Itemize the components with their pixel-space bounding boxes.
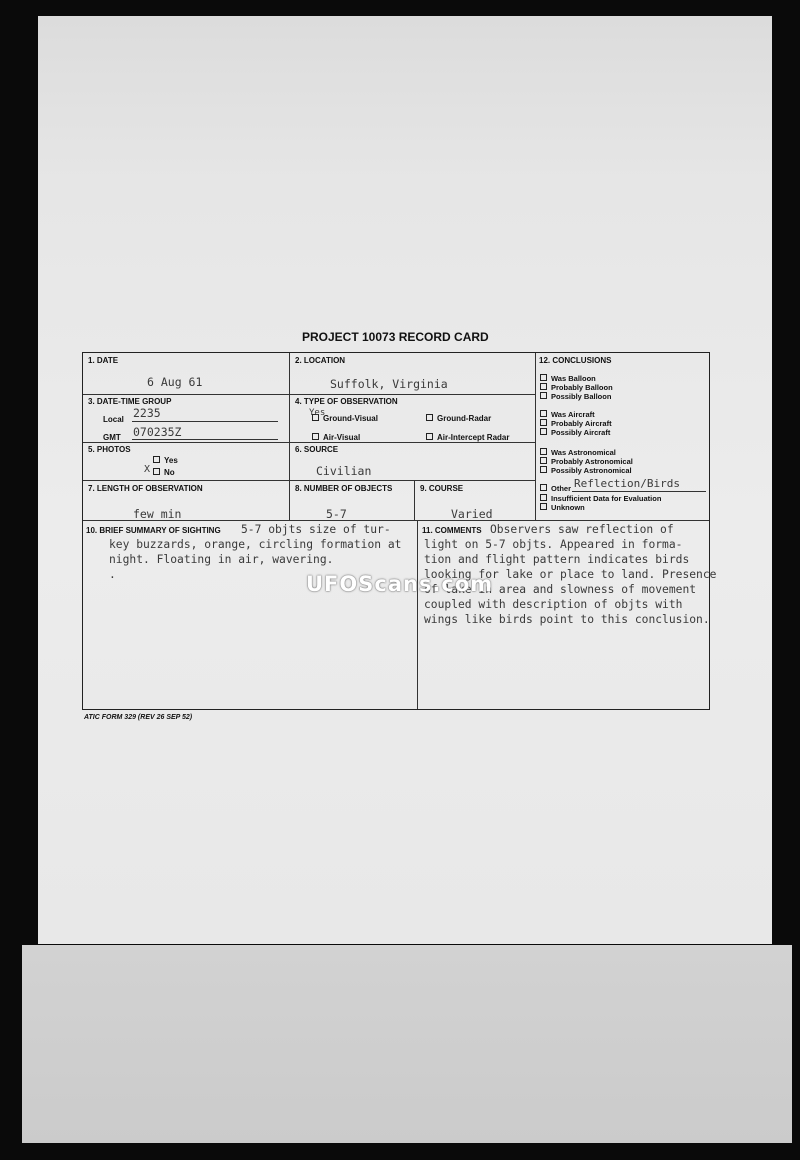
date-label: 1. DATE bbox=[88, 356, 119, 365]
ground-radar-checkbox bbox=[426, 414, 433, 421]
watermark: UFOScans.com bbox=[306, 572, 494, 596]
checkbox-icon bbox=[540, 383, 547, 390]
date-value: 6 Aug 61 bbox=[147, 375, 203, 389]
source-value: Civilian bbox=[316, 464, 372, 478]
brief-summary-cell bbox=[83, 521, 418, 709]
local-value: 2235 bbox=[133, 406, 161, 420]
location-cell bbox=[290, 353, 536, 395]
source-cell bbox=[290, 443, 536, 481]
gmt-value: 070235Z bbox=[133, 425, 182, 439]
date-time-group-cell bbox=[83, 395, 290, 443]
air-intercept-radar-checkbox bbox=[426, 433, 433, 440]
gmt-underline bbox=[132, 439, 278, 440]
checkbox-icon bbox=[540, 466, 547, 473]
air-intercept-radar-option: Air-Intercept Radar bbox=[426, 433, 509, 442]
checkbox-icon bbox=[540, 374, 547, 381]
brief-summary-label: 10. BRIEF SUMMARY OF SIGHTING bbox=[86, 526, 221, 535]
course-value: Varied bbox=[451, 507, 493, 521]
checkbox-icon bbox=[540, 428, 547, 435]
scan-background-band bbox=[22, 945, 792, 1143]
photos-no-checkbox bbox=[153, 468, 160, 475]
comments-first-line: Observers saw reflection of bbox=[490, 523, 674, 536]
air-visual-option: Air-Visual bbox=[312, 433, 360, 442]
comments-cell bbox=[418, 521, 717, 709]
record-card-form bbox=[82, 352, 717, 710]
conclusions-label: 12. CONCLUSIONS bbox=[539, 356, 612, 365]
type-of-observation-cell bbox=[290, 395, 536, 443]
comments-text: light on 5-7 objts. Appeared in forma- tion and flight pattern indicates birds looking for lake or place to land. Presence of lake in area and slowness of movement coupled with description of objts with wings like birds point to this conclusion. bbox=[424, 538, 717, 626]
date-cell bbox=[83, 353, 290, 395]
comments-label: 11. COMMENTS bbox=[422, 526, 482, 535]
type-of-observation-label: 4. TYPE OF OBSERVATION bbox=[295, 397, 398, 406]
ground-visual-option: Ground-Visual bbox=[312, 414, 378, 423]
card-title: PROJECT 10073 RECORD CARD bbox=[302, 330, 489, 344]
gmt-label: GMT bbox=[103, 433, 121, 442]
local-label: Local bbox=[103, 415, 124, 424]
length-of-observation-cell bbox=[83, 481, 290, 521]
number-of-objects-value: 5-7 bbox=[326, 507, 347, 521]
conclusion-other-value: Reflection/Birds bbox=[574, 477, 680, 490]
photos-no-option: No bbox=[153, 468, 175, 477]
conclusion-unknown: Unknown bbox=[540, 503, 585, 512]
conclusion-possibly-aircraft: Possibly Aircraft bbox=[540, 428, 610, 437]
conclusion-possibly-astronomical: Possibly Astronomical bbox=[540, 466, 632, 475]
course-label: 9. COURSE bbox=[420, 484, 464, 493]
photos-label: 5. PHOTOS bbox=[88, 445, 131, 454]
air-visual-checkbox bbox=[312, 433, 319, 440]
ground-radar-option: Ground-Radar bbox=[426, 414, 491, 423]
conclusion-insufficient-data: Insufficient Data for Evaluation bbox=[540, 494, 661, 503]
conclusion-was-balloon: Was Balloon bbox=[540, 374, 596, 383]
course-cell bbox=[415, 481, 536, 521]
conclusion-other: Other bbox=[540, 484, 571, 493]
checkbox-icon bbox=[540, 457, 547, 464]
checkbox-icon bbox=[540, 392, 547, 399]
brief-summary-text: key buzzards, orange, circling formation at night. Floating in air, wavering. . bbox=[109, 538, 402, 581]
conclusions-cell bbox=[536, 353, 709, 521]
local-underline bbox=[132, 421, 278, 422]
number-of-objects-cell bbox=[290, 481, 415, 521]
source-label: 6. SOURCE bbox=[295, 445, 339, 454]
photos-no-mark: X bbox=[144, 464, 151, 475]
conclusion-was-aircraft: Was Aircraft bbox=[540, 410, 595, 419]
location-label: 2. LOCATION bbox=[295, 356, 346, 365]
checkbox-icon bbox=[540, 503, 547, 510]
conclusion-possibly-balloon: Possibly Balloon bbox=[540, 392, 611, 401]
photos-cell bbox=[83, 443, 290, 481]
checkbox-icon bbox=[540, 484, 547, 491]
checkbox-icon bbox=[540, 410, 547, 417]
photos-yes-option: Yes bbox=[153, 456, 178, 465]
number-of-objects-label: 8. NUMBER OF OBJECTS bbox=[295, 484, 393, 493]
date-time-group-label: 3. DATE-TIME GROUP bbox=[88, 397, 172, 406]
conclusion-probably-astronomical: Probably Astronomical bbox=[540, 457, 633, 466]
location-value: Suffolk, Virginia bbox=[330, 377, 448, 391]
conclusion-probably-balloon: Probably Balloon bbox=[540, 383, 613, 392]
length-of-observation-value: few min bbox=[133, 507, 182, 521]
brief-summary-first-line: 5-7 objts size of tur- bbox=[241, 523, 391, 536]
checkbox-icon bbox=[540, 494, 547, 501]
form-identifier: ATIC FORM 329 (REV 26 SEP 52) bbox=[84, 714, 193, 721]
checkbox-icon bbox=[540, 448, 547, 455]
length-of-observation-label: 7. LENGTH OF OBSERVATION bbox=[88, 484, 203, 493]
conclusion-was-astronomical: Was Astronomical bbox=[540, 448, 616, 457]
ground-visual-mark: Yes bbox=[309, 408, 326, 418]
checkbox-icon bbox=[540, 419, 547, 426]
conclusion-probably-aircraft: Probably Aircraft bbox=[540, 419, 612, 428]
photos-yes-checkbox bbox=[153, 456, 160, 463]
conclusion-other-underline bbox=[572, 491, 706, 492]
